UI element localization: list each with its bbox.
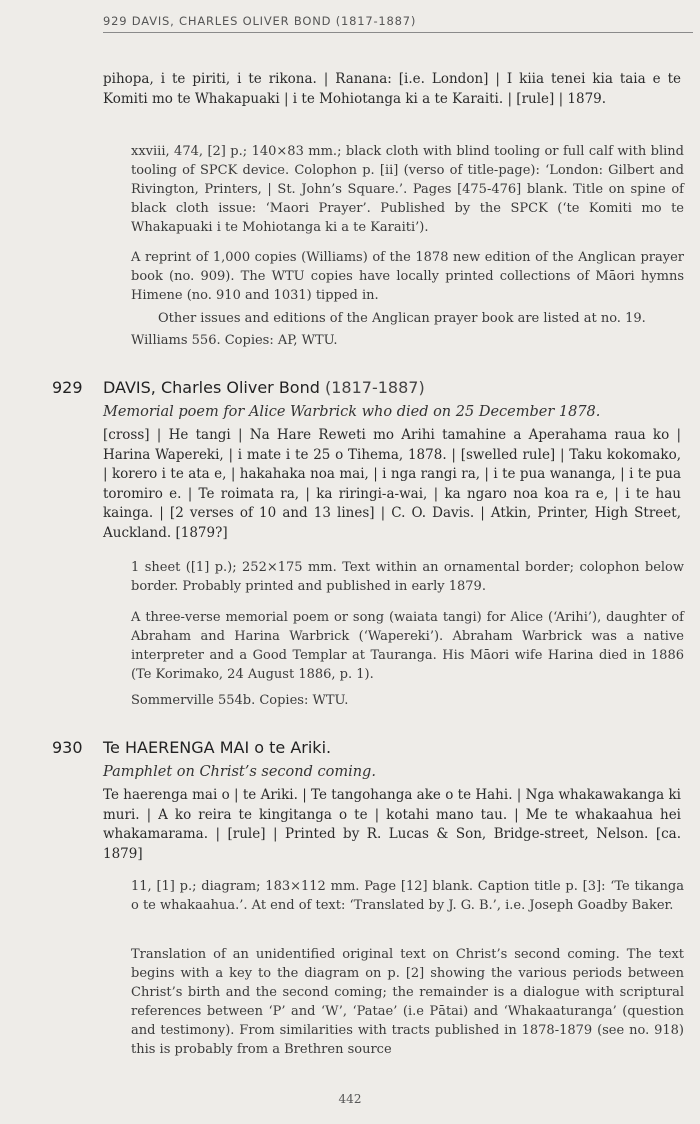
author-name: DAVIS, Charles Oliver Bond — [103, 378, 320, 397]
entry-transcription: Te haerenga mai o | te Ariki. | Te tangohanga ake o te Hahi. | Nga whakawakanga ki muri. | A ko reira te kingitanga o te | kotahi mano tau. | Me te whakaahua hei whakamarama. | [rule] | Printed by R. Lucas & Son, Bridge-street, Nelson. [ca. 1879] — [103, 787, 681, 862]
entry-refs: Sommerville 554b. Copies: WTU. — [131, 693, 349, 708]
page-number: 442 — [338, 1092, 362, 1106]
prev-entry-refs: Williams 556. Copies: AP, WTU. — [131, 333, 338, 348]
entry-note: Translation of an unidentified original text on Christ’s second coming. The text begins with a key to the diagram on p. [2] showing the various periods between Christ’s birth and the second coming; the remainder is a dialogue with scriptural references between ‘P’ and ‘W’, ‘Patae’ (i.e Pātai) and ‘Whakaaturanga’ (question and testimony). From similarities with tracts published in 1878-1879 (see no. 918) this is probably from a Brethren source — [131, 947, 684, 1057]
prev-entry-transcription: pihopa, i te piriti, i te rikona. | Ranana: [i.e. London] | I kiia tenei kia taia e te Komiti mo te Whakapuaki | i te Mohiotanga ki a te Karaiti. | [rule] | 1879. — [103, 71, 681, 107]
author-dates: (1817-1887) — [324, 378, 425, 397]
prev-entry-note: A reprint of 1,000 copies (Williams) of the 1878 new edition of the Anglican prayer book (no. 909). The WTU copies have locally printed collections of Māori hymns Himene (no. 910 and 1031) tipped in. — [131, 250, 684, 303]
entry-title: Pamphlet on Christ’s second coming. — [103, 764, 376, 780]
entry-heading — [103, 378, 425, 397]
entry-number: 929 — [52, 378, 83, 397]
running-head: 929 DAVIS, CHARLES OLIVER BOND (1817-1887) — [103, 14, 693, 33]
entry-heading: Te HAERENGA MAI o te Ariki. — [103, 738, 332, 757]
entry-transcription: [cross] | He tangi | Na Hare Reweti mo Arihi tamahine a Aperahama raua ko | Harina Wapereki, | i mate i te 25 o Tihema, 1878. | [swelled rule] | Taku kokomako, | korero i te ata e, | hakahaka noa mai, | i nga rangi ra, | i te pua wananga, | i te pua toromiro e. | Te roimata ra, | ka riringi-a-wai, | ka ngaro noa koa ra e, | i te hau kainga. | [2 verses of 10 and 13 lines] | C. O. Davis. | Atkin, Printer, High Street, Auckland. [1879?] — [103, 427, 681, 541]
entry-physical: 11, [1] p.; diagram; 183×112 mm. Page [12] blank. Caption title p. [3]: ‘Te tikanga o te whakaahua.’. At end of text: ‘Translated by J. G. B.’, i.e. Joseph Goadby Baker. — [131, 879, 684, 913]
entry-title: Memorial poem for Alice Warbrick who died on 25 December 1878. — [103, 404, 601, 420]
entry-physical: 1 sheet ([1] p.); 252×175 mm. Text within an ornamental border; colophon below border. Probably printed and published in early 1879. — [131, 560, 684, 594]
entry-note: A three-verse memorial poem or song (waiata tangi) for Alice (‘Arihi’), daughter of Abraham and Harina Warbrick (‘Wapereki’). Abraham Warbrick was a native interpreter and a Good Templar at Tauranga. His Māori wife Harina died in 1886 (Te Korimako, 24 August 1886, p. 1). — [131, 610, 684, 682]
prev-entry-note-b: Other issues and editions of the Anglican prayer book are listed at no. 19. — [158, 311, 646, 326]
prev-entry-physical: xxviii, 474, [2] p.; 140×83 mm.; black cloth with blind tooling or full calf with blind tooling of SPCK device. Colophon p. [ii] (verso of title-page): ‘London: Gilbert and Rivington, Printers, | St. John’s Square.’. Pages [475-476] blank. Title on spine of black cloth issue: ‘Maori Prayer’. Published by the SPCK (‘te Komiti mo te Whakapuaki i te Mohiotanga ki a te Karaiti’). — [131, 144, 684, 235]
entry-number: 930 — [52, 738, 83, 757]
